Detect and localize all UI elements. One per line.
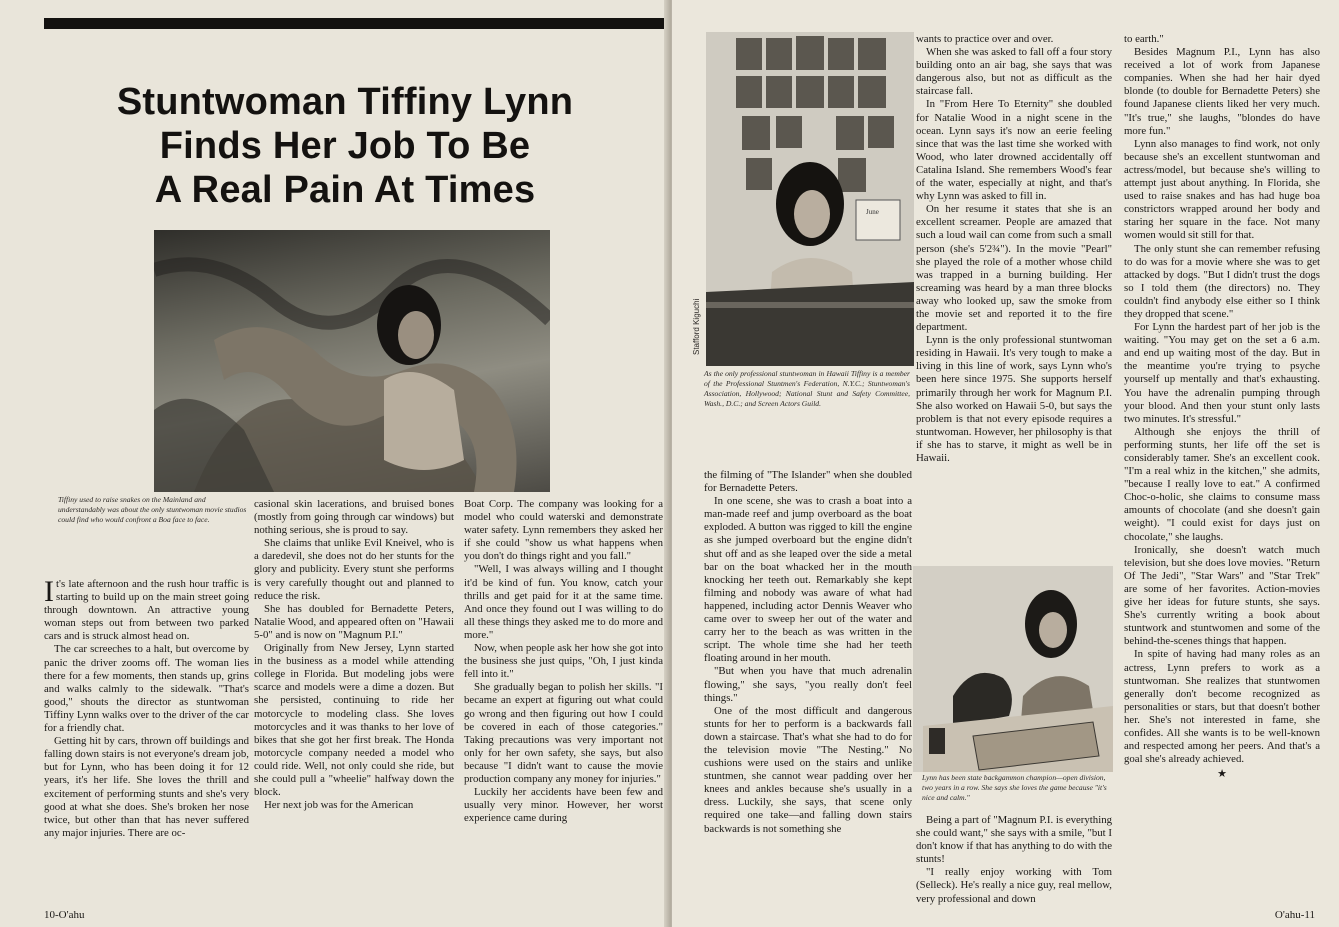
paragraph: Boat Corp. The company was looking for a model who could waterski and demonstrate water safety. Lynn remembers they asked her if she could "show us what happens when you don't do things right and you fall."	[464, 498, 663, 563]
column-1	[44, 578, 249, 888]
office-caption: As the only professional stuntwoman in Hawaii Tiffiny is a member of the Professional Stuntmen's Federation, N.Y.C.; Stuntwoman's Association, Hollywood; National Stunt and Safety Committee, Wash., D.C.; and Screen Actors Guild.	[704, 369, 910, 408]
paragraph: For Lynn the hardest part of her job is the waiting. "You may get on the set a 6 a.m. and end up waiting most of the day. But in the meantime you're trying to psyche yourself up mentally and that's exhausting. You have the adrenalin pumping through your blood. And then your stunt only lasts two minutes. It's stressful."	[1124, 321, 1320, 425]
column-5	[916, 33, 1112, 543]
column-3	[464, 498, 663, 888]
paragraph: Now, when people ask her how she got into the business she just quips, "Oh, I just kinda fell into it."	[464, 642, 663, 681]
paragraph: When she was asked to fall off a four story building onto an air bag, she says that was dangerous also, but not as difficult as the staircase fall.	[916, 46, 1112, 98]
column-7	[1124, 33, 1320, 891]
headline-line-1: Stuntwoman Tiffiny Lynn	[116, 81, 574, 123]
office-photo	[706, 32, 914, 366]
column-2	[254, 498, 454, 888]
snake-photo-image	[154, 230, 550, 492]
backgammon-photo-image	[913, 566, 1113, 772]
paragraph: "Well, I was always willing and I thought it'd be kind of fun. You know, catch your thrills and get paid for it at the same time. And once they found out I was willing to do all these things they asked me to do more and more."	[464, 563, 663, 641]
headline	[40, 80, 650, 212]
paragraph: Getting hit by cars, thrown off buildings and falling down stairs is not everyone's dream job, but for Lynn, who has been doing it for 12 years, it's her life. She loves the thrill and excitement of performing stunts and she's very good at what she does. She's broken her nose twice, but other than that has never suffered any major injuries. There are oc-	[44, 735, 249, 839]
paragraph: casional skin lacerations, and bruised bones (mostly from going through car windows) but nothing serious, she is proud to say.	[254, 498, 454, 537]
left-folio: 10-O'ahu	[44, 909, 85, 921]
paragraph: In spite of having had many roles as an actress, Lynn prefers to work as a stuntwoman. She realizes that stuntwomen generally don't become recognized as personalities or stars, but that doesn't bother her. She's not interested in fame, she confides. All she wants is to be well-known and respected among her peers. And that's a goal she's already achieved.	[1124, 648, 1320, 766]
office-photo-image	[706, 32, 914, 366]
end-mark-icon: ★	[1217, 768, 1227, 781]
paragraph: On her resume it states that she is an excellent screamer. People are amazed that such a loud wail can come from such a small person (she's 5'2¾"). In the movie "Pearl" she played the role of a mother whose child was trapped in a burning building. Her screaming was heard by a man three blocks away who looked up, saw the smoke from the movie set and reported it to the fire department.	[916, 203, 1112, 334]
paragraph: Lynn is the only professional stuntwoman residing in Hawaii. It's very tough to make a living in this line of work, says Lynn who's been here since 1975. She supports herself primarily through her work for Magnum P.I. She also worked on Hawaii 5-0, but says the problem is that not every episode requires a stuntwoman. However, her philosophy is that if she has to starve, it might as well be in Hawaii.	[916, 334, 1112, 464]
snake-caption: Tiffiny used to raise snakes on the Mainland and understandably was about the only stuntwoman movie studios could find who would confront a Boa face to face.	[58, 495, 247, 524]
snake-photo	[154, 230, 550, 492]
right-page	[672, 0, 1339, 927]
paragraph: In "From Here To Eternity" she doubled for Natalie Wood in a night scene in the ocean. Lynn says it's now an eerie feeling since that was the last time she worked with Wood, who later drowned accidentally off Catalina Island. She remembers Wood's fear of the water, especially at night, and that's why Lynn was asked to fill in.	[916, 98, 1112, 203]
backgammon-photo	[913, 566, 1113, 772]
paragraph: Her next job was for the American	[264, 799, 414, 812]
drop-cap: I	[44, 578, 54, 608]
paragraph: Although she enjoys the thrill of performing stunts, her life off the set is considerably tamer. She's an excellent cook. "I'm a real whiz in the kitchen," she admits, "because I really love to eat." A confirmed Choc-o-holic, she claims to consume mass amounts of chocolate (and she doesn't gain weight). "I could exist for days just on chocolate," she laughs.	[1124, 425, 1320, 543]
top-rule	[44, 18, 668, 29]
paragraph: She gradually began to polish her skills. "I became an expert at figuring out what could go wrong and then figuring out how I could be covered in each of those categories." Taking precautions was very important not only for her own safety, she says, but also because "I didn't want to cause the movie production company any money for injuries."	[464, 681, 663, 785]
paragraph: the filming of "The Islander" when she doubled for Bernadette Peters.	[704, 469, 912, 495]
photo-credit: Stafford Kiguchi	[692, 298, 701, 355]
paragraph: Lynn also manages to find work, not only because she's an excellent stuntwoman and actress/model, but because she's willing to attempt just about anything. In Florida, she used to raise snakes and has had huge boa constrictors wrapped around her body and staring her square in the face. Not many women would sit still for that.	[1124, 137, 1320, 242]
headline-line-2: Finds Her Job To Be	[159, 125, 531, 167]
paragraph: "I really enjoy working with Tom (Selleck). He's really a nice guy, real mellow, very professional and down	[916, 866, 1112, 905]
paragraph: In one scene, she was to crash a boat into a man-made reef and jump overboard as the boat exploded. A button was rigged to kill the engine as she jumped overboard but the engine didn't shut off and as she leaped over the side a metal bar on the boat whacked her in the mouth knocking her teeth out. Remarkably she kept filming and nobody was aware of what had happened, including actor Dennis Weaver who came over to sweep her out of the water and carry her to the beach as was written in the script. The whole time she had her teeth floating around in her mouth.	[704, 495, 912, 665]
paragraph: Originally from New Jersey, Lynn started in the business as a model while attending college in Florida. But modeling jobs were scarce and models were a dime a dozen. But she persisted, continuing to ride her motorcycle to modeling class. She loves motorcycles and it was thanks to her love of bikes that she got her first break. The Honda motorcycle company needed a model who could ride. Well, not only could she ride, but she could pull a "wheelie" halfway down the block.	[254, 642, 454, 799]
left-page	[0, 0, 668, 927]
headline-line-3: A Real Pain At Times	[154, 169, 536, 211]
paragraph: One of the most difficult and dangerous stunts for her to perform is a backwards fall down a staircase. That's what she had to do for the television movie "The Nesting." No cushions were used on the stairs and unlike stuntmen, she cannot wear padding over her knees and ankles because she's usually in a dress. Luckily, she says, that scene only required one take—and falling down stairs backwards is not something she	[704, 704, 912, 835]
paragraph: wants to practice over and over.	[916, 33, 1054, 45]
right-folio: O'ahu-11	[1274, 909, 1315, 921]
paragraph: Ironically, she doesn't watch much television, but she does love movies. "Return Of The Jedi", "Star Wars" and "Star Trek" are some of her favorites. Action-movies give her ideas for future stunts, she says. She's currently writing a book about stuntwork and stuntwomen and some of the behind-the-scenes things that happen.	[1124, 543, 1320, 648]
paragraph: to earth."	[1124, 33, 1164, 45]
paragraph: Besides Magnum P.I., Lynn has also received a lot of work from Japanese companies. When she had her hair dyed blonde (to double for Bernadette Peters) she found Japanese clients liked her very much. "It's true," she laughs, "blondes do have more fun."	[1124, 46, 1320, 137]
paragraph: Luckily her accidents have been few and usually very minor. However, her worst experience came during	[464, 786, 663, 825]
paragraph: She claims that unlike Evil Kneivel, who is a daredevil, she does not do her stunts for the glory and publicity. Every stunt she performs is very carefully thought out and planned to reduce the risk.	[254, 537, 454, 602]
backgammon-caption: Lynn has been state backgammon champion—open division, two years in a row. She says she loves the game because "it's nice and calm."	[922, 773, 1107, 802]
paragraph: The car screeches to a halt, but overcome by panic the driver zooms off. The woman lies there for a few moments, then stands up, grins and walks calmly to the sidewalk. "That's good," shouts the director as stuntwoman Tiffiny Lynn walks over to the driver of the car for a friendly chat.	[44, 643, 249, 735]
paragraph: Being a part of "Magnum P.I. is everything she could want," she says with a smile, "but I don't know if that has anything to do with the stunts!	[916, 814, 1112, 866]
column-6	[916, 814, 1112, 914]
paragraph: The only stunt she can remember refusing to do was for a movie where she was to get attacked by dogs. "But I didn't trust the dogs so I told them (the directors) no. They couldn't find anybody else either so I think they dropped that scene."	[1124, 242, 1320, 320]
paragraph: It's late afternoon and the rush hour traffic is starting to build up on the main street going through downtown. An attractive young woman steps out from between two parked cars and is struck almost head on.	[44, 578, 249, 643]
column-4	[704, 469, 912, 909]
paragraph: She has doubled for Bernadette Peters, Natalie Wood, and appeared often on "Hawaii 5-0" and is now on "Magnum P.I."	[254, 602, 454, 641]
paragraph: "But when you have that much adrenalin flowing," she says, "you really don't feel things."	[704, 665, 912, 704]
calendar-label: June	[866, 208, 879, 216]
